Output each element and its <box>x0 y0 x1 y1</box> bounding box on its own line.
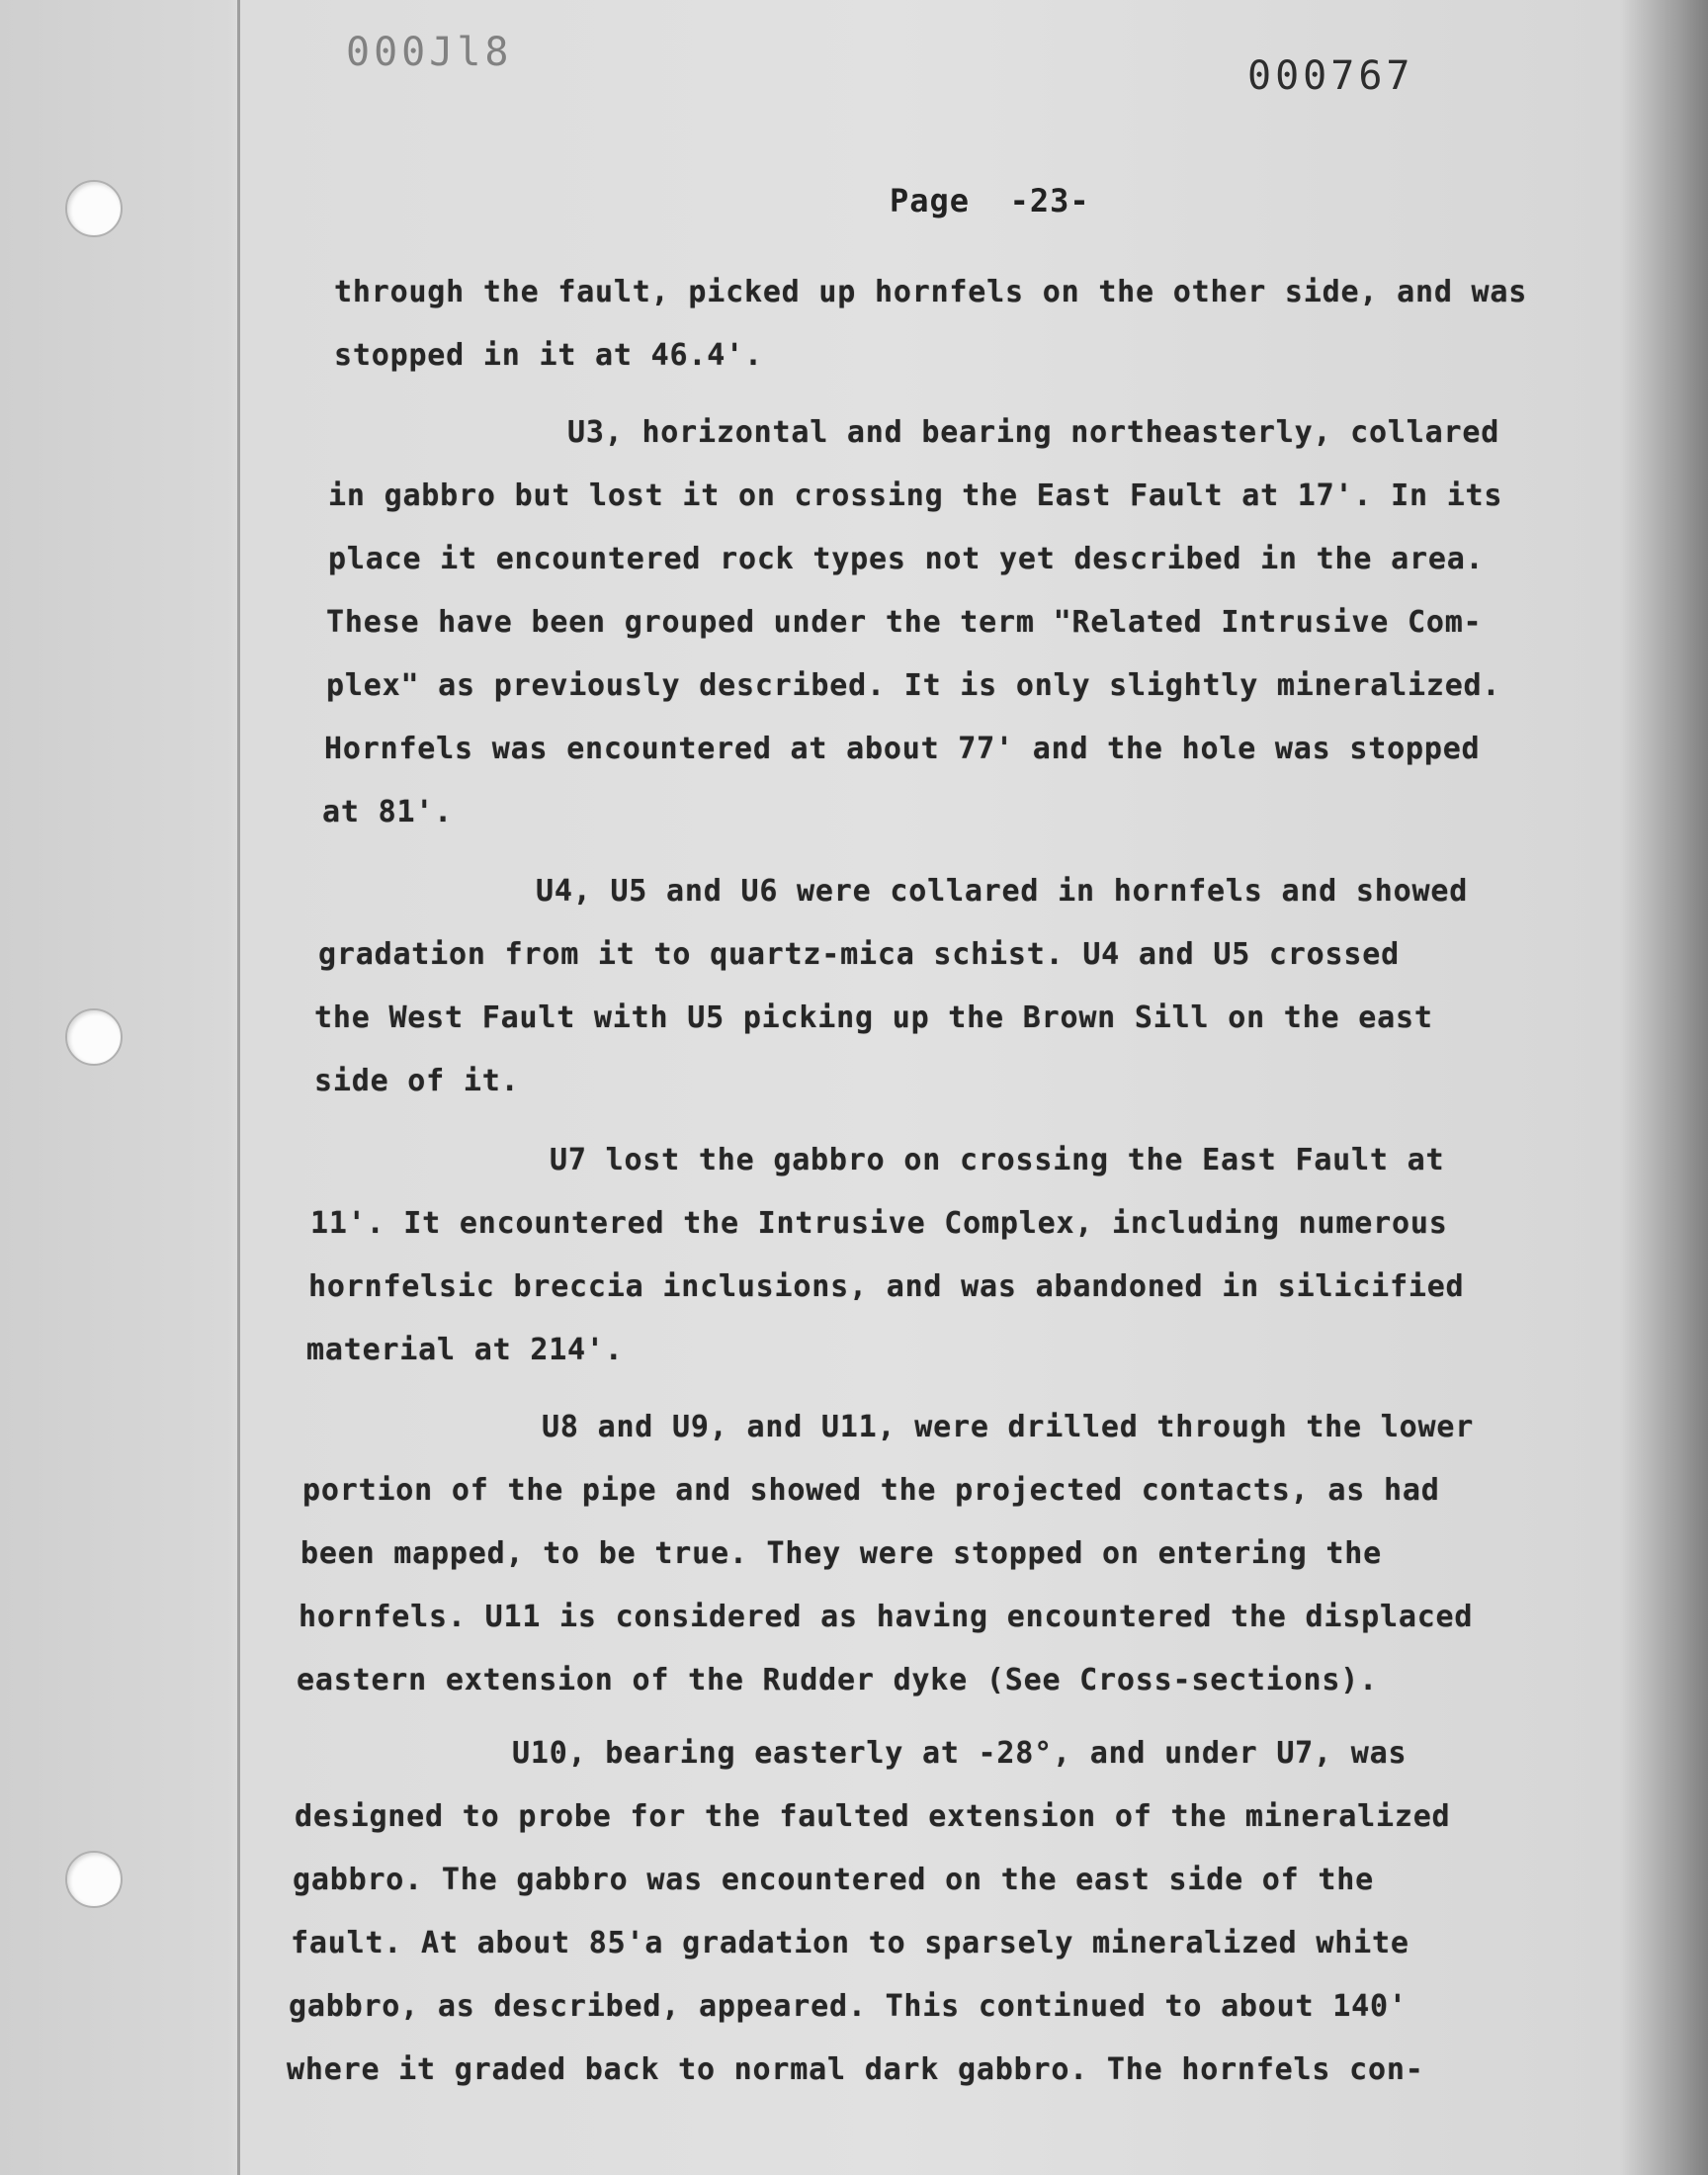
document-number-stamp: 000767 <box>1247 53 1414 99</box>
text-line: fault. At about 85'a gradation to sparsely mineralized white <box>291 1926 1409 1960</box>
text-line: hornfelsic breccia inclusions, and was abandoned in silicified <box>308 1269 1465 1304</box>
text-line: U7 lost the gabbro on crossing the East Fault at <box>550 1143 1445 1177</box>
text-line: U4, U5 and U6 were collared in hornfels and showed <box>536 874 1469 909</box>
text-line: through the fault, picked up hornfels on the other side, and was <box>334 275 1528 309</box>
text-line: material at 214'. <box>306 1333 624 1367</box>
text-line: Hornfels was encountered at about 77' and the hole was stopped <box>324 732 1481 766</box>
text-line: eastern extension of the Rudder dyke (See Cross-sections). <box>297 1663 1378 1697</box>
text-line: These have been grouped under the term "Related Intrusive Com- <box>326 605 1483 640</box>
text-line: gabbro. The gabbro was encountered on the east side of the <box>293 1863 1374 1897</box>
text-line: place it encountered rock types not yet described in the area. <box>328 542 1485 576</box>
text-line: portion of the pipe and showed the projected contacts, as had <box>302 1473 1440 1508</box>
text-line: gabbro, as described, appeared. This continued to about 140' <box>289 1989 1408 2024</box>
text-line: stopped in it at 46.4'. <box>334 338 763 373</box>
text-line: gradation from it to quartz-mica schist. U4 and U5 crossed <box>318 937 1400 972</box>
text-line: hornfels. U11 is considered as having encountered the displaced <box>299 1600 1474 1634</box>
page-number: Page -23- <box>890 182 1090 219</box>
text-line: 11'. It encountered the Intrusive Complex, including numerous <box>310 1206 1448 1241</box>
text-line: plex" as previously described. It is only slightly mineralized. <box>326 668 1501 703</box>
text-line: U8 and U9, and U11, were drilled through the lower <box>542 1410 1475 1444</box>
document-number-stamp-faint: 000Jl8 <box>346 30 513 75</box>
text-line: at 81'. <box>322 795 454 829</box>
text-line: the West Fault with U5 picking up the Brown Sill on the east <box>314 1000 1433 1035</box>
text-line: where it graded back to normal dark gabbro. The hornfels con- <box>287 2052 1424 2087</box>
text-line: designed to probe for the faulted extension of the mineralized <box>295 1799 1451 1834</box>
text-line: U3, horizontal and bearing northeasterly, collared <box>567 415 1500 450</box>
text-line: been mapped, to be true. They were stopped on entering the <box>300 1536 1382 1571</box>
text-line: side of it. <box>314 1064 520 1098</box>
text-line: U10, bearing easterly at -28°, and under U7, was <box>512 1736 1408 1771</box>
text-line: in gabbro but lost it on crossing the East Fault at 17'. In its <box>328 478 1503 513</box>
